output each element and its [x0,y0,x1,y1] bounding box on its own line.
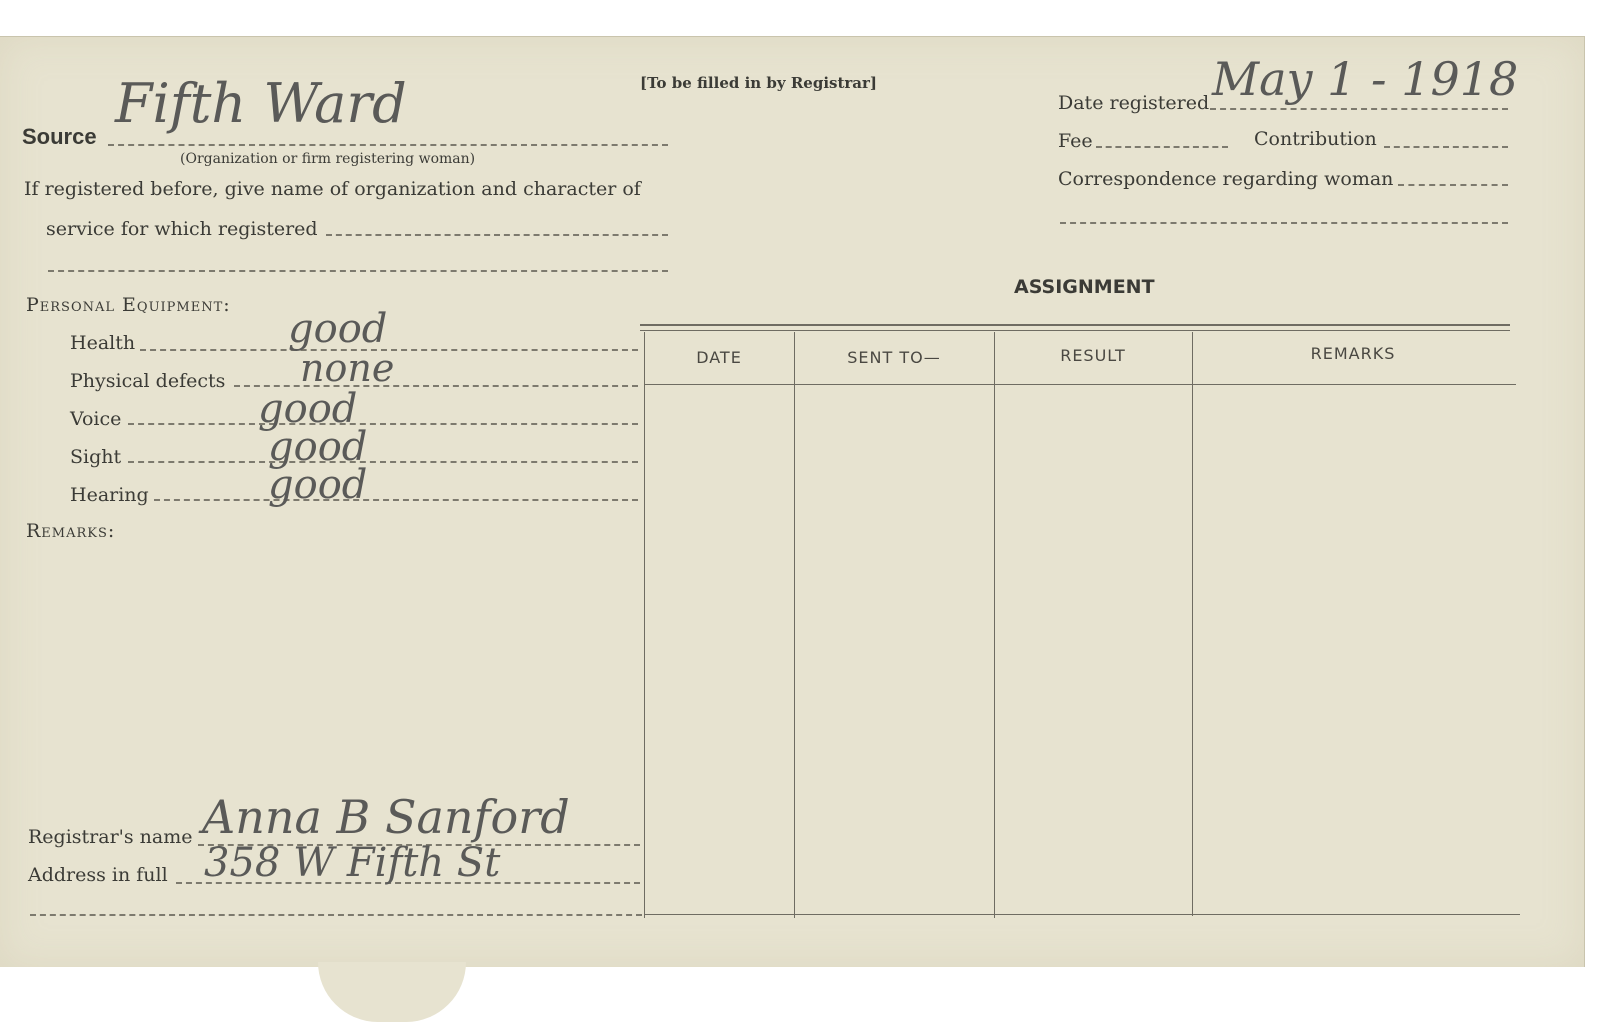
address-extra-line [30,914,642,916]
registrar-name-value: Anna B Sanford [202,790,570,844]
sight-label: Sight [70,446,122,468]
source-label: Source [22,124,97,149]
correspondence-label: Correspondence regarding woman [1058,168,1394,190]
registered-before-extra-line [48,270,668,272]
registered-before-line2: service for which registered [46,218,318,240]
table-top-rule-2 [640,330,1510,331]
personal-equipment-heading: Personal Equipment: [26,294,231,316]
health-label: Health [70,332,136,354]
registrar-name-label: Registrar's name [28,826,193,848]
physical-defects-value: none [300,346,395,390]
hearing-label: Hearing [70,484,149,506]
contribution-label: Contribution [1254,128,1377,150]
fee-line [1096,146,1228,148]
voice-label: Voice [70,408,122,430]
contribution-line [1384,146,1508,148]
column-date: DATE [696,348,742,367]
table-left-border [644,332,645,918]
date-registered-label: Date registered [1058,92,1210,114]
column-sent-to: SENT TO— [847,348,941,367]
column-result: RESULT [1060,346,1126,365]
table-divider-1 [794,332,795,918]
registrar-note: [To be filled in by Registrar] [640,74,878,92]
date-registered-line [1210,108,1508,110]
table-divider-2 [994,332,995,918]
source-sublabel: (Organization or firm registering woman) [180,151,476,167]
sight-value: good [268,424,368,470]
date-registered-value: May 1 - 1918 [1212,52,1519,106]
correspondence-extra-line [1060,222,1508,224]
voice-value: good [258,386,358,432]
table-header-rule [644,384,1516,385]
table-top-rule-1 [640,324,1510,326]
voice-line [128,423,638,425]
card-tab [318,962,466,1022]
address-value: 358 W Fifth St [204,840,501,886]
column-remarks: REMARKS [1310,344,1396,363]
address-label: Address in full [28,864,168,886]
table-bottom-rule [644,914,1520,915]
hearing-line [154,499,638,501]
registered-before-line [326,234,668,236]
health-value: good [288,306,388,352]
registered-before-line1: If registered before, give name of organization and character of [24,178,641,200]
hearing-value: good [268,462,368,508]
correspondence-line [1398,184,1508,186]
physical-defects-label: Physical defects [70,370,226,392]
sight-line [128,461,638,463]
source-line [108,144,668,146]
remarks-label: Remarks: [26,520,116,542]
assignment-title: ASSIGNMENT [1014,276,1155,298]
table-divider-3 [1192,332,1193,916]
fee-label: Fee [1058,130,1093,152]
source-value: Fifth Ward [115,72,407,135]
